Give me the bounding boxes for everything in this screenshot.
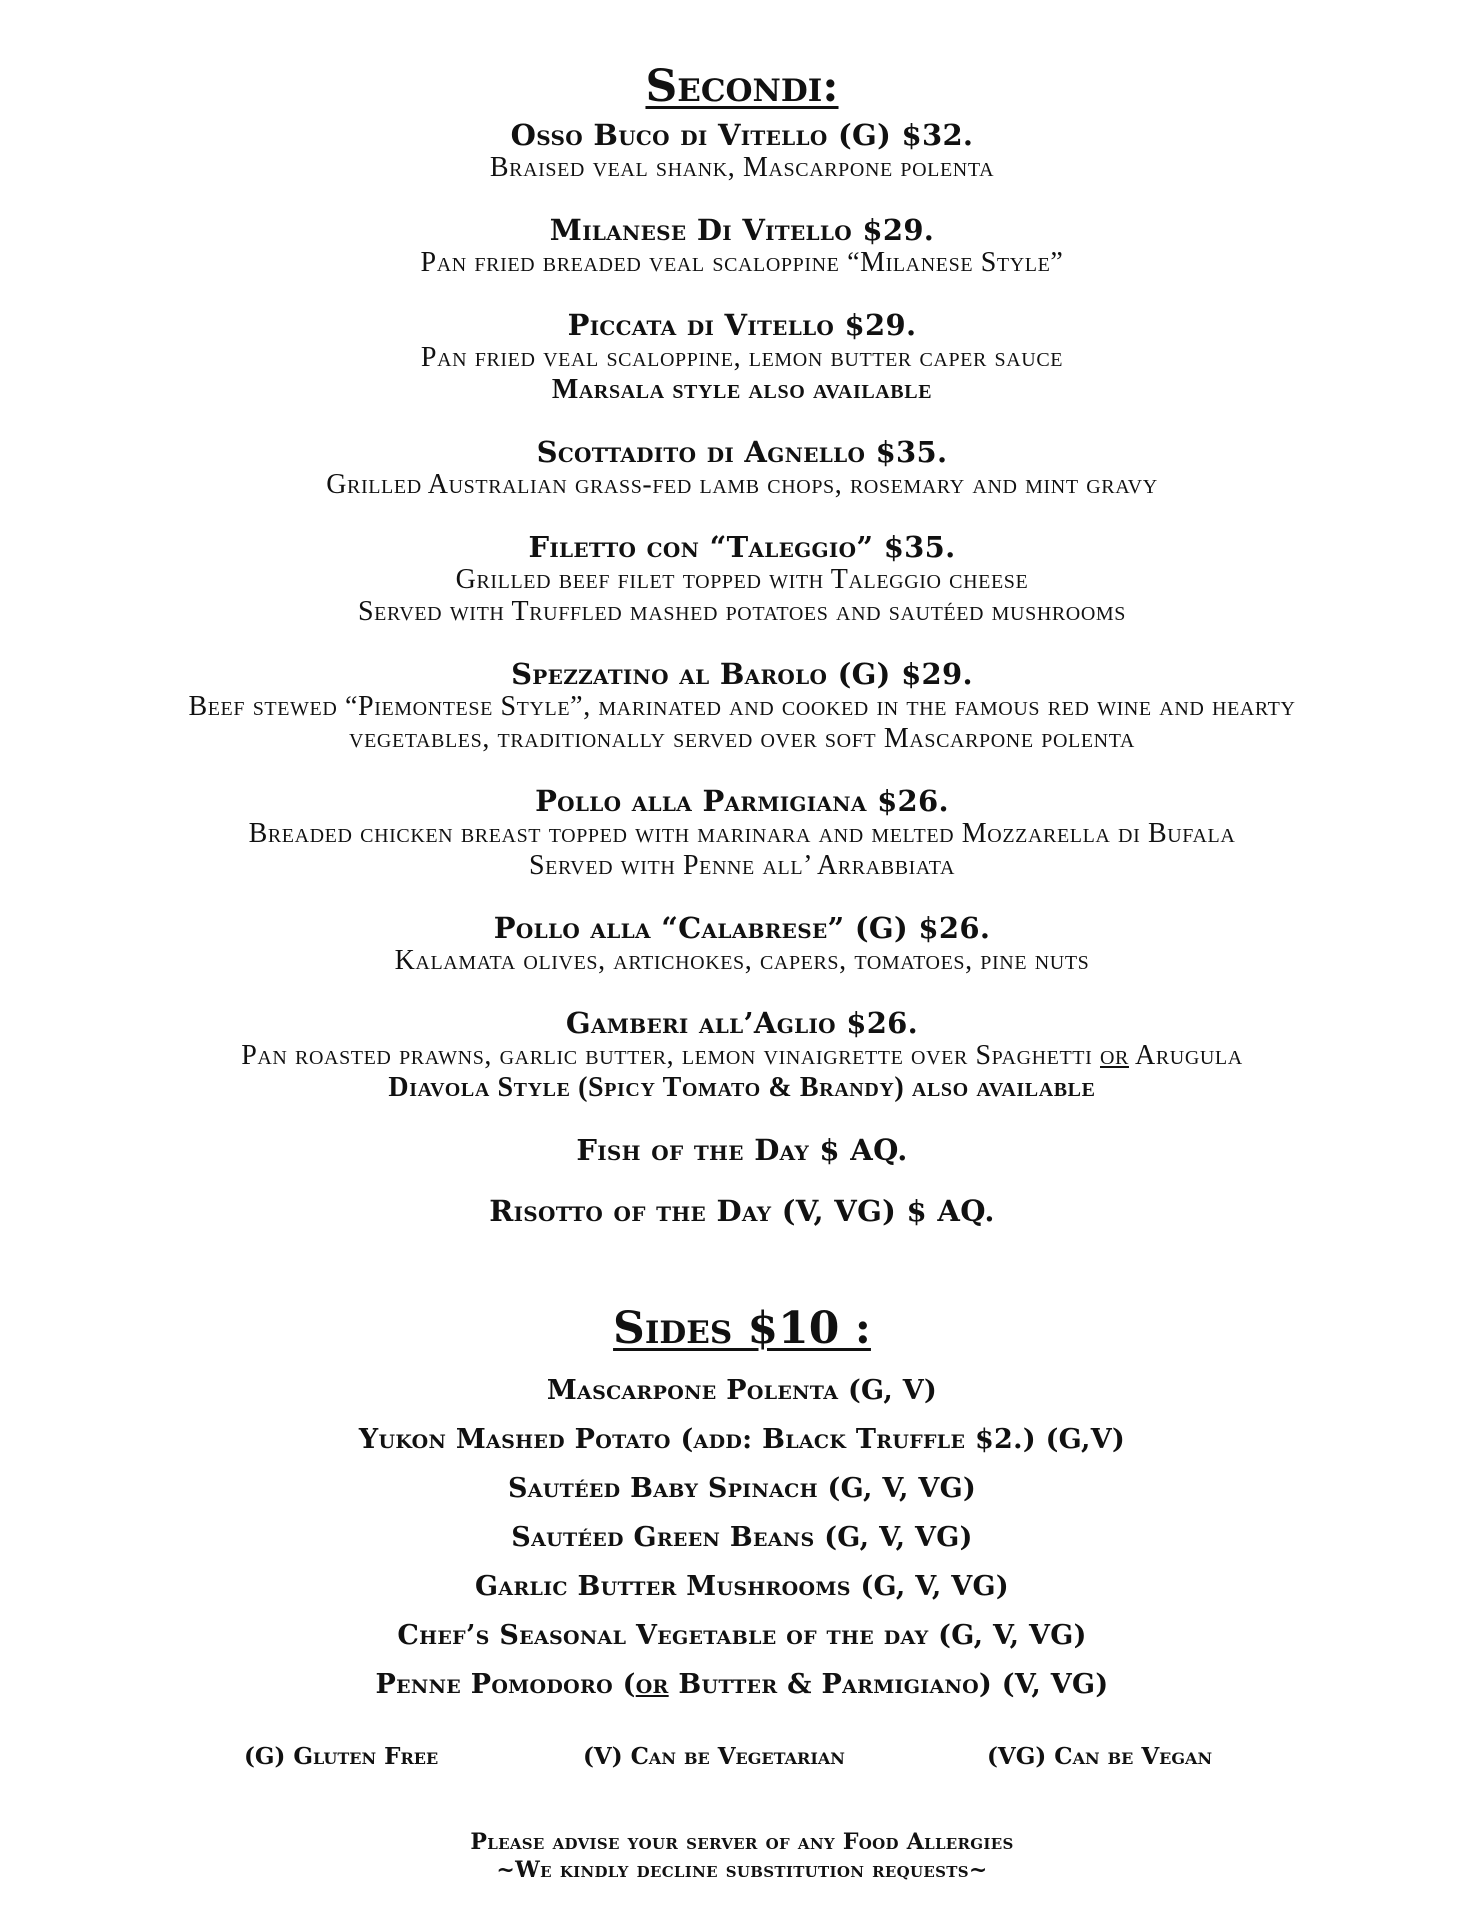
dish-scottadito	[0, 436, 1484, 501]
dish-description-line2: Served with Penne all’ Arrabbiata	[528, 850, 956, 881]
secondi-list	[0, 119, 1484, 1256]
dish-name: Pollo alla Parmigiana $26.	[535, 784, 949, 818]
dish-description: Beef stewed “Piemontese Style”, marinated and cooked in the famous red wine and hearty	[188, 691, 1296, 722]
side-item: Garlic Butter Mushrooms (G, V, VG)	[475, 1571, 1009, 1602]
dish-milanese	[0, 214, 1484, 279]
dish-name: Spezzatino al Barolo (G) $29.	[511, 657, 973, 691]
dish-name: Gamberi all’Aglio $26.	[565, 1006, 919, 1040]
dish-description-part: Pan roasted prawns, garlic butter, lemon vinaigrette over Spaghetti	[241, 1040, 1100, 1071]
side-item: Chef’s Seasonal Vegetable of the day (G, V, VG)	[397, 1620, 1087, 1651]
dish-gamberi	[0, 1007, 1484, 1104]
sides-heading: Sides $10 :	[613, 1303, 871, 1354]
notice-line-2: ~We kindly decline substitution requests~	[496, 1857, 988, 1883]
dish-name: Scottadito di Agnello $35.	[536, 435, 948, 469]
dish-name: Risotto of the Day (V, VG) $ AQ.	[489, 1194, 995, 1228]
dish-description: Kalamata olives, artichokes, capers, tomatoes, pine nuts	[394, 945, 1090, 976]
dietary-legend	[0, 1742, 1484, 1772]
legend-vegetarian: (V) Can be Vegetarian	[583, 1743, 845, 1770]
dish-name: Piccata di Vitello $29.	[567, 308, 917, 342]
dish-description: Pan fried breaded veal scaloppine “Milanese Style”	[420, 247, 1064, 278]
side-item-part: Penne Pomodoro (	[375, 1669, 636, 1700]
side-item: Yukon Mashed Potato (add: Black Truffle $2.) (G,V)	[358, 1424, 1126, 1455]
dish-description-line2: vegetables, traditionally served over soft Mascarpone polenta	[349, 723, 1135, 754]
dish-name: Filetto con “Taleggio” $35.	[528, 530, 956, 564]
dish-piccata	[0, 309, 1484, 406]
legend-vegan: (VG) Can be Vegan	[987, 1743, 1213, 1770]
side-item-part: Butter & Parmigiano) (V, VG)	[668, 1669, 1109, 1700]
dish-description-line2: Served with Truffled mashed potatoes and sautéed mushrooms	[358, 596, 1126, 627]
dish-name: Osso Buco di Vitello (G) $32.	[510, 118, 974, 152]
dish-description: Grilled beef filet topped with Taleggio cheese	[455, 564, 1029, 595]
dish-description: Grilled Australian grass-fed lamb chops, rosemary and mint gravy	[326, 469, 1158, 500]
dish-note: Marsala style also available	[551, 374, 933, 405]
dish-description: Breaded chicken breast topped with marinara and melted Mozzarella di Bufala	[248, 818, 1236, 849]
allergy-notice	[0, 1828, 1484, 1884]
notice-line-1: Please advise your server of any Food Allergies	[470, 1829, 1014, 1855]
legend-gluten-free: (G) Gluten Free	[244, 1743, 439, 1770]
dish-risotto-of-the-day	[0, 1195, 1484, 1228]
dish-description: Pan fried veal scaloppine, lemon butter caper sauce	[420, 342, 1064, 373]
dish-pollo-parmigiana	[0, 785, 1484, 882]
dish-name: Fish of the Day $ AQ.	[576, 1133, 908, 1167]
sides-list	[0, 1366, 1484, 1709]
side-item: Mascarpone Polenta (G, V)	[546, 1375, 938, 1406]
side-item	[0, 1660, 1484, 1709]
or-underlined: or	[1100, 1040, 1129, 1071]
dish-filetto	[0, 531, 1484, 628]
dish-osso-buco	[0, 119, 1484, 184]
dish-fish-of-the-day	[0, 1134, 1484, 1167]
dish-spezzatino	[0, 658, 1484, 755]
dish-description	[0, 1040, 1484, 1072]
or-underlined: or	[635, 1669, 669, 1700]
dish-description: Braised veal shank, Mascarpone polenta	[489, 152, 995, 183]
dish-description-part: Arugula	[1128, 1040, 1243, 1071]
side-item: Sautéed Baby Spinach (G, V, VG)	[507, 1473, 977, 1504]
dish-pollo-calabrese	[0, 912, 1484, 977]
dish-note: Diavola Style (Spicy Tomato & Brandy) also available	[388, 1072, 1096, 1103]
secondi-heading: Secondi:	[645, 61, 839, 112]
dish-name: Milanese Di Vitello $29.	[549, 213, 935, 247]
side-item: Sautéed Green Beans (G, V, VG)	[511, 1522, 973, 1553]
dish-name: Pollo alla “Calabrese” (G) $26.	[493, 911, 991, 945]
